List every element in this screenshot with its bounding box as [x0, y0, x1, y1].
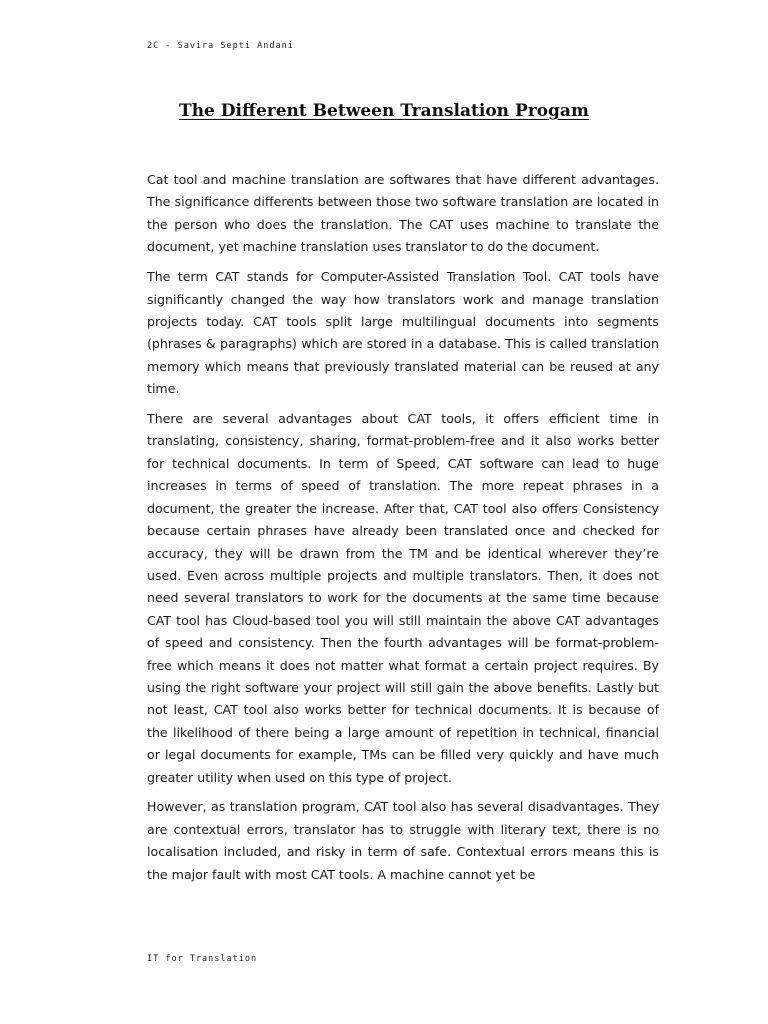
document-title: The Different Between Translation Progam [179, 101, 589, 121]
paragraph-advantages: There are several advantages about CAT tools, it offers efficient time in translating, consistency, sharing, format-problem-free and it also works better for technical documents. In term of Speed, CAT software can lead to huge increases in terms of speed of translation. The more repeat phrases in a document, the greater the increase. After that, CAT tool also offers Consistency because certain phrases have already been translated once and checked for accuracy, they will be drawn from the TM and be identical wherever they’re used. Even across multiple projects and multiple translators. Then, it does not need several translators to work for the documents at the same time because CAT tool has Cloud-based tool you will still maintain the above CAT advantages of speed and consistency. Then the fourth advantages will be format-problem-free which means it does not matter what format a certain project requires. By using the right software your project will still gain the above benefits. Lastly but not least, CAT tool also works better for technical documents. It is because of the likelihood of there being a large amount of repetition in technical, financial or legal documents for example, TMs can be filled very quickly and have much greater utility when used on this type of project. [147, 411, 659, 785]
paragraph-cat-definition: The term CAT stands for Computer-Assisted Translation Tool. CAT tools have significantly changed the way how translators work and manage translation projects today. CAT tools split large multilingual documents into segments (phrases & paragraphs) which are stored in a database. This is called translation memory which means that previously translated material can be reused at any time. [147, 269, 659, 397]
paragraph-intro: Cat tool and machine translation are softwares that have different advantages. The significance differents between those two software translation are located in the person who does the translation. The CAT uses machine to translate the document, yet machine translation uses translator to do the document. [147, 172, 659, 255]
running-header: 2C - Savira Septi Andani [147, 41, 294, 51]
document-body [147, 169, 659, 894]
running-footer: IT for Translation [147, 954, 258, 964]
paragraph-disadvantages: However, as translation program, CAT tool also has several disadvantages. They are contextual errors, translator has to struggle with literary text, there is no localisation included, and risky in term of safe. Contextual errors means this is the major fault with most CAT tools. A machine cannot yet be [147, 799, 659, 882]
